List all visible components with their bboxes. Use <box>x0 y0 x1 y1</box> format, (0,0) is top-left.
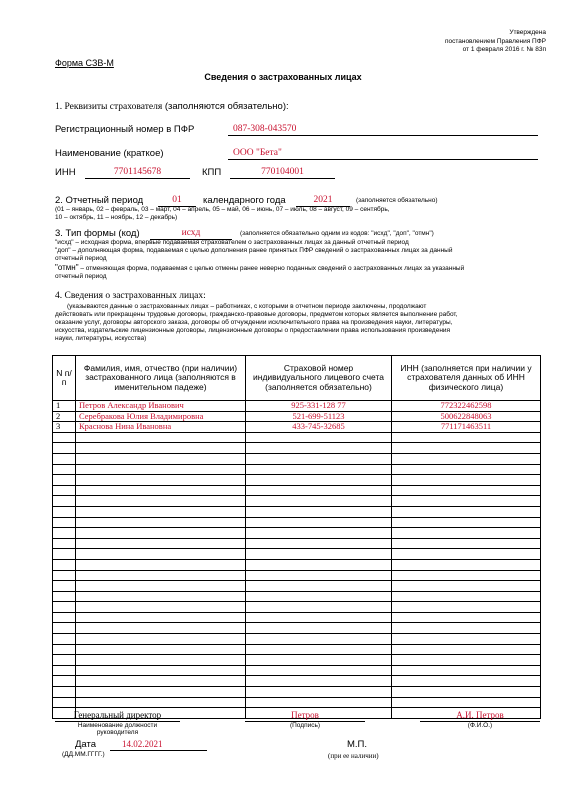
position-caption-line: Наименование должности <box>77 722 158 729</box>
table-row <box>53 623 541 634</box>
fio-cell[interactable] <box>76 443 246 454</box>
fio-cell[interactable] <box>76 496 246 507</box>
table-row <box>53 422 541 433</box>
otmn-description-cont: отчетный период <box>55 273 107 280</box>
date-value: 14.02.2021 <box>122 739 163 749</box>
snils-cell[interactable] <box>246 496 392 507</box>
date-label: Дата <box>75 739 97 750</box>
table-row <box>53 453 541 464</box>
approval-line: постановлением Правления ПФР <box>444 37 546 45</box>
table-row <box>53 432 541 443</box>
fio-cell[interactable] <box>76 676 246 687</box>
table-header-row <box>53 356 541 401</box>
inn-cell[interactable] <box>392 464 541 475</box>
snils-cell[interactable] <box>246 570 392 581</box>
dop-description: "доп" – дополняющая форма, подаваемая с целью дополнения ранее принятых ПФР сведений о застрахованных лицах за данный <box>55 247 453 254</box>
ishd-description: "исхд" – исходная форма, впервые подаваемая страхователем о застрахованных лицах за данный отчетный период <box>55 239 409 246</box>
row-number-cell[interactable] <box>53 687 76 698</box>
inn-cell[interactable] <box>392 634 541 645</box>
insured-persons-table <box>52 355 541 719</box>
inn-cell[interactable] <box>392 496 541 507</box>
fio-cell[interactable]: Краснова Нина Ивановна <box>76 422 246 433</box>
inn-cell[interactable] <box>392 443 541 454</box>
snils-cell[interactable] <box>246 559 392 570</box>
signature-value: Петров <box>291 710 319 720</box>
fio-cell[interactable] <box>76 538 246 549</box>
form-type-descriptions <box>55 239 540 281</box>
table-row <box>53 401 541 412</box>
table-row <box>53 687 541 698</box>
section4-heading: 4. Сведения о застрахованных лицах: <box>55 291 206 301</box>
table-row <box>53 676 541 687</box>
fio-cell[interactable]: Петров Александр Иванович <box>76 401 246 412</box>
table-row <box>53 496 541 507</box>
snils-cell[interactable] <box>246 612 392 623</box>
table-row <box>53 697 541 708</box>
period-required-note: (заполняется обязательно) <box>356 197 438 204</box>
col-header-number: N п/п <box>53 356 76 401</box>
table-row <box>53 411 541 422</box>
inn-cell[interactable] <box>392 612 541 623</box>
form-code: Форма СЗВ-М <box>55 58 114 68</box>
fio-cell[interactable] <box>76 687 246 698</box>
row-number-cell[interactable] <box>53 538 76 549</box>
inn-cell[interactable] <box>392 687 541 698</box>
year-label: календарного года <box>203 195 286 206</box>
table-row <box>53 591 541 602</box>
fio-cell[interactable] <box>76 644 246 655</box>
document-title: Сведения о застрахованных лицах <box>204 72 362 82</box>
row-number-cell[interactable] <box>53 634 76 645</box>
fio-cell[interactable] <box>76 697 246 708</box>
inn-cell[interactable] <box>392 453 541 464</box>
row-number-cell[interactable] <box>53 623 76 634</box>
snils-cell[interactable]: 433-745-32685 <box>246 422 392 433</box>
fio-cell[interactable] <box>76 464 246 475</box>
approval-line: от 1 февраля 2016 г. № 83п <box>462 46 546 53</box>
approval-note <box>445 29 546 55</box>
position-caption <box>55 722 180 736</box>
row-number-cell[interactable] <box>53 676 76 687</box>
inn-cell[interactable] <box>392 644 541 655</box>
seal-caption: (при ее наличии) <box>328 752 379 760</box>
period-label: 2. Отчетный период <box>55 195 144 206</box>
inn-cell[interactable]: 772322462598 <box>392 401 541 412</box>
approval-line: Утверждена <box>509 29 546 36</box>
snils-cell[interactable] <box>246 644 392 655</box>
row-number-cell[interactable] <box>53 549 76 560</box>
inn-cell[interactable] <box>392 655 541 666</box>
inn-value: 7701145678 <box>113 167 162 177</box>
table-row <box>53 581 541 592</box>
row-number-cell[interactable]: 1 <box>53 401 76 412</box>
snils-cell[interactable] <box>246 697 392 708</box>
dop-description-cont: отчетный период <box>55 255 107 262</box>
year-value: 2021 <box>313 195 333 205</box>
snils-cell[interactable] <box>246 665 392 676</box>
inn-cell[interactable] <box>392 559 541 570</box>
row-number-cell[interactable] <box>53 644 76 655</box>
fio-cell[interactable] <box>76 559 246 570</box>
table-row <box>53 475 541 486</box>
fio-cell[interactable] <box>76 453 246 464</box>
snils-cell[interactable] <box>246 623 392 634</box>
inn-cell[interactable] <box>392 475 541 486</box>
fio-cell[interactable] <box>76 665 246 676</box>
reg-number-value: 087-308-043570 <box>233 124 297 134</box>
fio-field[interactable] <box>420 710 540 722</box>
row-number-cell[interactable] <box>53 453 76 464</box>
month-codes <box>55 206 535 222</box>
section1-heading <box>55 101 289 112</box>
table-row <box>53 549 541 560</box>
fio-cell[interactable] <box>76 634 246 645</box>
section4-note-line: (указываются данные о застрахованных лицах – работниках, с которыми в отчетном периоде заключены, продолжают <box>67 303 427 310</box>
table-row <box>53 443 541 454</box>
inn-field[interactable] <box>85 167 190 179</box>
inn-cell[interactable] <box>392 602 541 613</box>
snils-cell[interactable] <box>246 485 392 496</box>
snils-cell[interactable] <box>246 432 392 443</box>
fio-cell[interactable] <box>76 517 246 528</box>
inn-cell[interactable] <box>392 432 541 443</box>
fio-cell[interactable] <box>76 623 246 634</box>
fio-cell[interactable] <box>76 475 246 486</box>
section1-heading-suffix: (заполняются обязательно): <box>164 101 289 112</box>
row-number-cell[interactable] <box>53 506 76 517</box>
inn-cell[interactable] <box>392 538 541 549</box>
table-row <box>53 602 541 613</box>
inn-cell[interactable] <box>392 665 541 676</box>
fio-cell[interactable] <box>76 581 246 592</box>
fio-cell[interactable]: Серебракова Юлия Владимировна <box>76 411 246 422</box>
snils-cell[interactable] <box>246 602 392 613</box>
table-row <box>53 517 541 528</box>
fio-cell[interactable] <box>76 485 246 496</box>
row-number-cell[interactable]: 3 <box>53 422 76 433</box>
otmn-description <box>55 264 540 273</box>
section1-heading-prefix: 1. Реквизиты страхователя <box>55 102 163 112</box>
table-row <box>53 485 541 496</box>
col-header-fio: Фамилия, имя, отчество (при наличии) застрахованного лица (заполняются в именительном падеже) <box>76 356 246 401</box>
row-number-cell[interactable] <box>53 528 76 539</box>
position-caption-line: руководителя <box>96 729 139 736</box>
snils-cell[interactable]: 925-331-128 77 <box>246 401 392 412</box>
row-number-cell[interactable] <box>53 655 76 666</box>
reg-number-label: Регистрационный номер в ПФР <box>55 124 195 135</box>
row-number-cell[interactable] <box>53 496 76 507</box>
position-value: Генеральный директор <box>73 710 162 720</box>
section4-note-line: оказание услуг, договоры авторского заказа, договоры об отчуждении исключительного права на произведения науки, литературы, <box>55 319 453 326</box>
fio-cell[interactable] <box>76 549 246 560</box>
row-number-cell[interactable] <box>53 517 76 528</box>
fio-cell[interactable] <box>76 528 246 539</box>
row-number-cell[interactable] <box>53 432 76 443</box>
table-row <box>53 612 541 623</box>
inn-label: ИНН <box>55 167 76 178</box>
row-number-cell[interactable] <box>53 559 76 570</box>
snils-cell[interactable] <box>246 517 392 528</box>
reg-number-field[interactable] <box>228 124 538 136</box>
snils-cell[interactable] <box>246 475 392 486</box>
kpp-field[interactable] <box>230 167 335 179</box>
inn-cell[interactable] <box>392 485 541 496</box>
date-field[interactable] <box>110 739 207 751</box>
fio-cell[interactable] <box>76 591 246 602</box>
inn-cell[interactable] <box>392 623 541 634</box>
row-number-cell[interactable] <box>53 443 76 454</box>
short-name-field[interactable] <box>228 148 538 160</box>
snils-cell[interactable] <box>246 506 392 517</box>
row-number-cell[interactable] <box>53 570 76 581</box>
form-type-label: 3. Тип формы (код) <box>55 228 140 239</box>
snils-cell[interactable] <box>246 591 392 602</box>
table-row <box>53 655 541 666</box>
snils-cell[interactable] <box>246 528 392 539</box>
snils-cell[interactable] <box>246 464 392 475</box>
inn-cell[interactable] <box>392 591 541 602</box>
signature-field[interactable] <box>245 710 365 722</box>
inn-cell[interactable] <box>392 549 541 560</box>
section4-note-line: искусства, издательские лицензионные договоры, лицензионные договоры о предоставлении права использования произведения <box>55 327 451 334</box>
table-row <box>53 644 541 655</box>
short-name-label: Наименование (краткое) <box>55 148 164 159</box>
inn-cell[interactable] <box>392 697 541 708</box>
inn-cell[interactable]: 771171463511 <box>392 422 541 433</box>
snils-cell[interactable] <box>246 453 392 464</box>
fio-cell[interactable] <box>76 612 246 623</box>
kpp-value: 770104001 <box>261 167 304 177</box>
row-number-cell[interactable] <box>53 581 76 592</box>
col-header-inn: ИНН (заполняется при наличии у страхователя данных об ИНН физического лица) <box>392 356 541 401</box>
fio-cell[interactable] <box>76 506 246 517</box>
inn-cell[interactable]: 500622848063 <box>392 411 541 422</box>
form-type-note: (заполняется обязательно одним из кодов: "исхд", "доп", "отмн") <box>240 230 434 237</box>
snils-cell[interactable] <box>246 676 392 687</box>
fio-caption: (Ф.И.О.) <box>467 722 493 729</box>
row-number-cell[interactable]: 2 <box>53 411 76 422</box>
inn-cell[interactable] <box>392 581 541 592</box>
row-number-cell[interactable] <box>53 665 76 676</box>
position-field[interactable] <box>55 710 180 722</box>
row-number-cell[interactable] <box>53 612 76 623</box>
snils-cell[interactable] <box>246 581 392 592</box>
signature-caption: (Подпись) <box>289 722 321 729</box>
month-codes-line: (01 – январь, 02 – февраль, 03 – март, 04 – апрель, 05 – май, 06 – июнь, 07 – июль, 08 – август, 09 – сентябрь, <box>55 206 390 213</box>
kpp-label: КПП <box>202 167 222 178</box>
period-value: 01 <box>172 195 182 205</box>
fio-cell[interactable] <box>76 432 246 443</box>
table-row <box>53 464 541 475</box>
fio-cell[interactable] <box>76 570 246 581</box>
table-row <box>53 528 541 539</box>
fio-cell[interactable] <box>76 655 246 666</box>
section4-note-line: действовать или прекращены трудовые договоры, гражданско-правовые договоры, предметом которых является выполнение работ, <box>55 311 458 318</box>
table-row <box>53 506 541 517</box>
snils-cell[interactable] <box>246 634 392 645</box>
snils-cell[interactable]: 521-699-51123 <box>246 411 392 422</box>
fio-value: А.И. Петров <box>456 710 504 720</box>
row-number-cell[interactable] <box>53 591 76 602</box>
table-row <box>53 634 541 645</box>
row-number-cell[interactable] <box>53 485 76 496</box>
short-name-value: ООО "Бета" <box>233 148 282 158</box>
row-number-cell[interactable] <box>53 697 76 708</box>
snils-cell[interactable] <box>246 549 392 560</box>
col-header-snils: Страховой номер индивидуального лицевого счета (заполняется обязательно) <box>246 356 392 401</box>
otmn-code: "отмн" <box>55 263 79 272</box>
inn-cell[interactable] <box>392 506 541 517</box>
section4-note <box>55 303 540 343</box>
row-number-cell[interactable] <box>53 602 76 613</box>
snils-cell[interactable] <box>246 687 392 698</box>
seal-label: М.П. <box>347 739 368 750</box>
table-row <box>53 559 541 570</box>
table-row <box>53 570 541 581</box>
month-codes-line: 10 – октябрь, 11 – ноябрь, 12 – декабрь) <box>55 214 178 221</box>
inn-cell[interactable] <box>392 517 541 528</box>
snils-cell[interactable] <box>246 443 392 454</box>
snils-cell[interactable] <box>246 655 392 666</box>
section4-note-line: науки, литературы, искусства) <box>55 335 147 342</box>
inn-cell[interactable] <box>392 570 541 581</box>
inn-cell[interactable] <box>392 528 541 539</box>
row-number-cell[interactable] <box>53 464 76 475</box>
table-body <box>53 401 541 719</box>
date-caption: (ДД.ММ.ГГГГ.) <box>62 751 105 758</box>
form-type-value: исхд <box>181 228 201 238</box>
table-row <box>53 665 541 676</box>
otmn-text: – отменяющая форма, подаваемая с целью отмены ранее неверно поданных сведений о застрахованных лицах за указанный <box>78 265 465 272</box>
fio-cell[interactable] <box>76 602 246 613</box>
inn-cell[interactable] <box>392 676 541 687</box>
snils-cell[interactable] <box>246 538 392 549</box>
row-number-cell[interactable] <box>53 475 76 486</box>
table-row <box>53 538 541 549</box>
